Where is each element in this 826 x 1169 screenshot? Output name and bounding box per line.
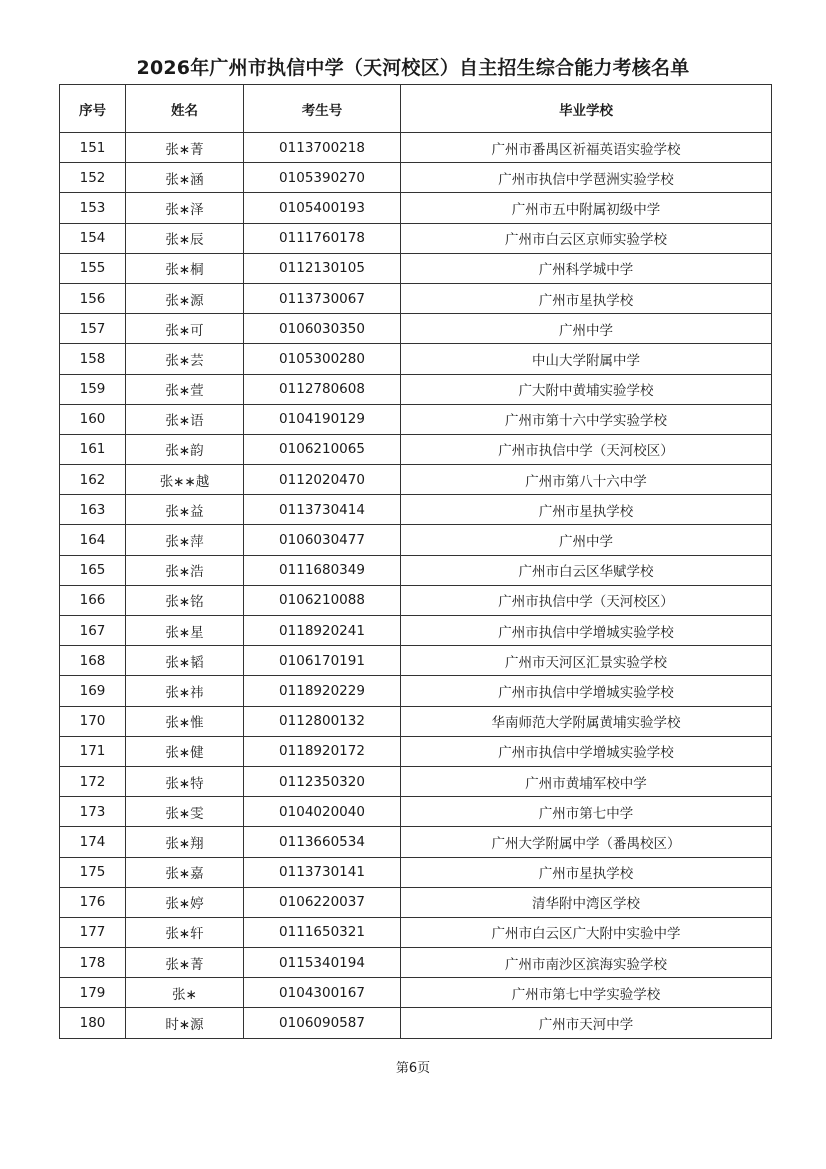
cell-school: 广州市第七中学: [401, 797, 772, 827]
cell-seq: 179: [60, 978, 126, 1008]
table-row: [60, 766, 772, 796]
cell-seq: 166: [60, 585, 126, 615]
cell-exam-no: 0106030350: [244, 314, 401, 344]
cell-seq: 157: [60, 314, 126, 344]
cell-name: 张∗涵: [126, 163, 244, 193]
page-title: 2026年广州市执信中学（天河校区）自主招生综合能力考核名单: [136, 57, 690, 79]
cell-school: 广州市天河区汇景实验学校: [401, 646, 772, 676]
cell-school: 广州科学城中学: [401, 253, 772, 283]
cell-name: 张∗菁: [126, 948, 244, 978]
table-row: [60, 283, 772, 313]
cell-seq: 169: [60, 676, 126, 706]
table-row: [60, 917, 772, 947]
table-row: [60, 676, 772, 706]
table-row: [60, 525, 772, 555]
cell-exam-no: 0106210065: [244, 434, 401, 464]
cell-name: 张∗菁: [126, 133, 244, 163]
table-body: [60, 133, 772, 1039]
cell-seq: 174: [60, 827, 126, 857]
table-row: [60, 616, 772, 646]
cell-exam-no: 0106210088: [244, 585, 401, 615]
cell-exam-no: 0106170191: [244, 646, 401, 676]
cell-name: 张∗萱: [126, 374, 244, 404]
cell-seq: 172: [60, 766, 126, 796]
cell-exam-no: 0113730141: [244, 857, 401, 887]
cell-exam-no: 0118920172: [244, 736, 401, 766]
cell-seq: 178: [60, 948, 126, 978]
cell-seq: 173: [60, 797, 126, 827]
table-row: [60, 434, 772, 464]
cell-exam-no: 0105300280: [244, 344, 401, 374]
page-number: 第6页: [395, 1061, 431, 1076]
cell-exam-no: 0113730067: [244, 283, 401, 313]
table-row: [60, 585, 772, 615]
table-row: [60, 465, 772, 495]
cell-name: 张∗轩: [126, 917, 244, 947]
cell-exam-no: 0104020040: [244, 797, 401, 827]
table-row: [60, 736, 772, 766]
table-header-row: [60, 85, 772, 133]
cell-school: 广大附中黄埔实验学校: [401, 374, 772, 404]
cell-name: 张∗特: [126, 766, 244, 796]
table-row: [60, 253, 772, 283]
cell-seq: 180: [60, 1008, 126, 1038]
cell-school: 广州中学: [401, 525, 772, 555]
cell-seq: 176: [60, 887, 126, 917]
cell-school: 广州市番禺区祈福英语实验学校: [401, 133, 772, 163]
cell-school: 广州市执信中学增城实验学校: [401, 736, 772, 766]
table-row: [60, 887, 772, 917]
cell-school: 广州中学: [401, 314, 772, 344]
cell-exam-no: 0106090587: [244, 1008, 401, 1038]
cell-seq: 163: [60, 495, 126, 525]
cell-name: 张∗祎: [126, 676, 244, 706]
table-row: [60, 555, 772, 585]
cell-name: 张∗翔: [126, 827, 244, 857]
cell-name: 张∗芸: [126, 344, 244, 374]
cell-school: 广州市白云区华赋学校: [401, 555, 772, 585]
cell-name: 张∗惟: [126, 706, 244, 736]
cell-exam-no: 0112780608: [244, 374, 401, 404]
table-row: [60, 374, 772, 404]
cell-name: 张∗星: [126, 616, 244, 646]
cell-exam-no: 0112350320: [244, 766, 401, 796]
cell-name: 张∗源: [126, 283, 244, 313]
table-row: [60, 706, 772, 736]
cell-name: 张∗雯: [126, 797, 244, 827]
cell-name: 张∗可: [126, 314, 244, 344]
table-row: [60, 314, 772, 344]
cell-school: 广州市南沙区滨海实验学校: [401, 948, 772, 978]
table-row: [60, 193, 772, 223]
cell-school: 广州市执信中学增城实验学校: [401, 616, 772, 646]
cell-exam-no: 0111760178: [244, 223, 401, 253]
cell-name: 张∗益: [126, 495, 244, 525]
cell-name: 张∗健: [126, 736, 244, 766]
cell-exam-no: 0115340194: [244, 948, 401, 978]
table-row: [60, 163, 772, 193]
cell-school: 广州市白云区京师实验学校: [401, 223, 772, 253]
table-row: [60, 223, 772, 253]
cell-name: 时∗源: [126, 1008, 244, 1038]
cell-name: 张∗泽: [126, 193, 244, 223]
cell-seq: 152: [60, 163, 126, 193]
cell-seq: 164: [60, 525, 126, 555]
cell-seq: 162: [60, 465, 126, 495]
cell-name: 张∗: [126, 978, 244, 1008]
cell-school: 广州市执信中学增城实验学校: [401, 676, 772, 706]
table-row: [60, 344, 772, 374]
cell-name: 张∗∗越: [126, 465, 244, 495]
cell-name: 张∗韵: [126, 434, 244, 464]
header-name: 姓名: [126, 85, 244, 133]
cell-seq: 159: [60, 374, 126, 404]
cell-exam-no: 0113730414: [244, 495, 401, 525]
table-row: [60, 495, 772, 525]
cell-school: 广州市执信中学（天河校区）: [401, 434, 772, 464]
cell-school: 广州市星执学校: [401, 857, 772, 887]
cell-name: 张∗语: [126, 404, 244, 434]
header-school: 毕业学校: [401, 85, 772, 133]
table-row: [60, 404, 772, 434]
cell-school: 广州市星执学校: [401, 495, 772, 525]
cell-school: 广州市白云区广大附中实验中学: [401, 917, 772, 947]
cell-exam-no: 0105400193: [244, 193, 401, 223]
cell-seq: 155: [60, 253, 126, 283]
cell-school: 广州大学附属中学（番禺校区）: [401, 827, 772, 857]
cell-seq: 156: [60, 283, 126, 313]
cell-exam-no: 0111680349: [244, 555, 401, 585]
cell-school: 广州市天河中学: [401, 1008, 772, 1038]
cell-name: 张∗婷: [126, 887, 244, 917]
cell-school: 广州市第七中学实验学校: [401, 978, 772, 1008]
table-row: [60, 133, 772, 163]
cell-seq: 177: [60, 917, 126, 947]
cell-school: 广州市第八十六中学: [401, 465, 772, 495]
cell-school: 广州市执信中学琶洲实验学校: [401, 163, 772, 193]
cell-exam-no: 0106030477: [244, 525, 401, 555]
table-row: [60, 827, 772, 857]
cell-seq: 167: [60, 616, 126, 646]
cell-school: 中山大学附属中学: [401, 344, 772, 374]
cell-name: 张∗浩: [126, 555, 244, 585]
header-exam-no: 考生号: [244, 85, 401, 133]
table-row: [60, 857, 772, 887]
cell-exam-no: 0111650321: [244, 917, 401, 947]
cell-exam-no: 0118920241: [244, 616, 401, 646]
table-row: [60, 1008, 772, 1038]
cell-seq: 151: [60, 133, 126, 163]
table-row: [60, 646, 772, 676]
cell-school: 广州市执信中学（天河校区）: [401, 585, 772, 615]
cell-seq: 175: [60, 857, 126, 887]
cell-seq: 168: [60, 646, 126, 676]
cell-seq: 171: [60, 736, 126, 766]
cell-seq: 165: [60, 555, 126, 585]
cell-exam-no: 0106220037: [244, 887, 401, 917]
cell-name: 张∗铭: [126, 585, 244, 615]
table-row: [60, 948, 772, 978]
cell-name: 张∗辰: [126, 223, 244, 253]
candidate-table: [59, 84, 772, 1039]
cell-seq: 154: [60, 223, 126, 253]
cell-exam-no: 0112130105: [244, 253, 401, 283]
cell-exam-no: 0118920229: [244, 676, 401, 706]
cell-seq: 158: [60, 344, 126, 374]
cell-school: 华南师范大学附属黄埔实验学校: [401, 706, 772, 736]
cell-exam-no: 0104190129: [244, 404, 401, 434]
table-row: [60, 978, 772, 1008]
cell-school: 广州市五中附属初级中学: [401, 193, 772, 223]
cell-name: 张∗嘉: [126, 857, 244, 887]
cell-seq: 170: [60, 706, 126, 736]
table-row: [60, 797, 772, 827]
cell-exam-no: 0112020470: [244, 465, 401, 495]
cell-exam-no: 0113700218: [244, 133, 401, 163]
cell-exam-no: 0104300167: [244, 978, 401, 1008]
cell-seq: 161: [60, 434, 126, 464]
cell-name: 张∗韬: [126, 646, 244, 676]
cell-school: 广州市第十六中学实验学校: [401, 404, 772, 434]
cell-school: 清华附中湾区学校: [401, 887, 772, 917]
cell-school: 广州市星执学校: [401, 283, 772, 313]
cell-exam-no: 0105390270: [244, 163, 401, 193]
cell-name: 张∗桐: [126, 253, 244, 283]
cell-seq: 160: [60, 404, 126, 434]
cell-seq: 153: [60, 193, 126, 223]
cell-exam-no: 0113660534: [244, 827, 401, 857]
header-seq: 序号: [60, 85, 126, 133]
cell-exam-no: 0112800132: [244, 706, 401, 736]
cell-school: 广州市黄埔军校中学: [401, 766, 772, 796]
cell-name: 张∗萍: [126, 525, 244, 555]
